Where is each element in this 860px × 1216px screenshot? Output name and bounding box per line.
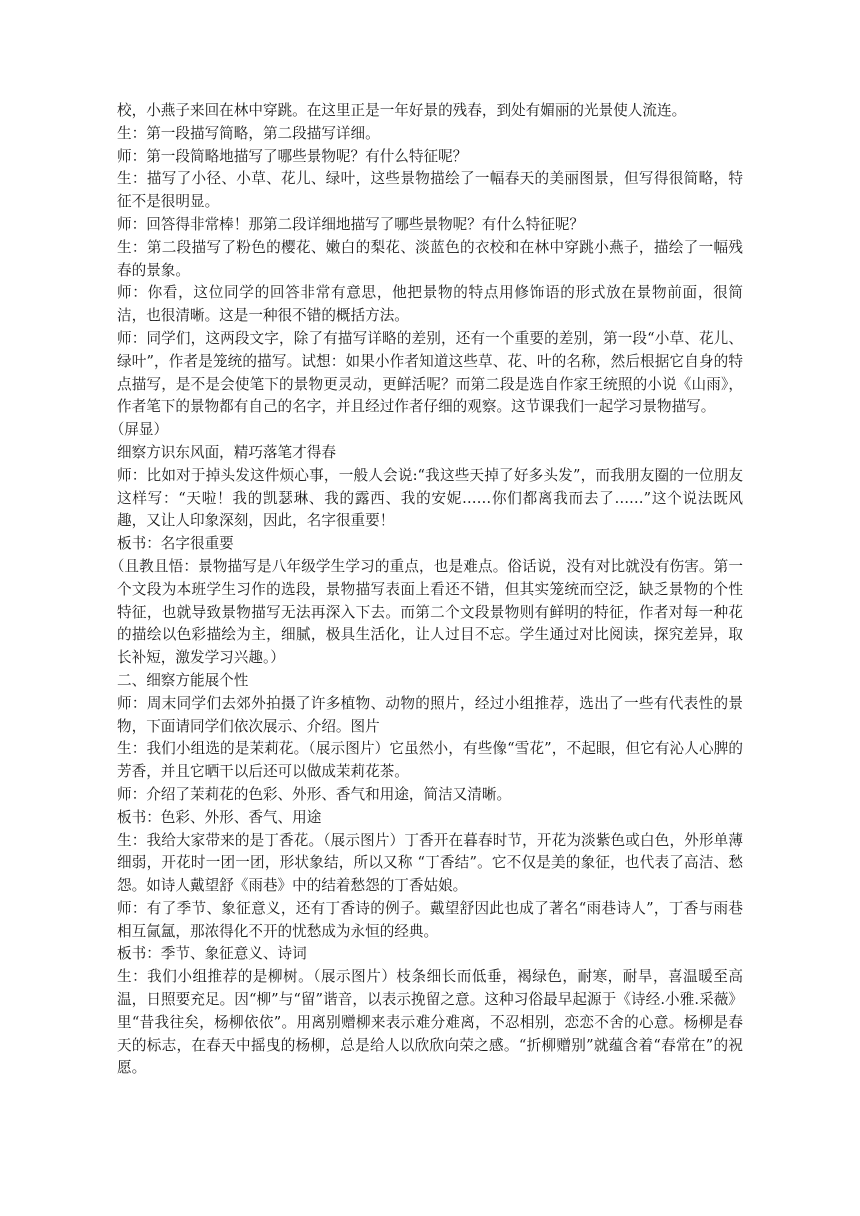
screen-display-note: （屏显） <box>109 421 169 439</box>
paragraph: 生：描写了小径、小草、花儿、绿叶，这些景物描绘了一幅春天的美丽图景，但写得很简略，特征不是很明显。 <box>117 170 743 211</box>
paragraph: 师：同学们，这两段文字，除了有描写详略的差别，还有一个重要的差别，第一段“小草、花儿、绿叶”，作者是笼统的描写。试想：如果小作者知道这些草、花、叶的名称，然后根据它自身的特点描写，是不是会使笔下的景物更灵动，更鲜活呢？而第二段是选自作家王统照的小说《山雨》，作者笔下的景物都有自己的名字，并且经过作者仔细的观察。这节课我们一起学习景物描写。 <box>117 329 743 416</box>
paragraph: 师：周末同学们去郊外拍摄了许多植物、动物的照片，经过小组推荐，选出了一些有代表性的景物，下面请同学们依次展示、介绍。图片 <box>117 694 743 735</box>
paragraph: 生：我给大家带来的是丁香花。（展示图片）丁香开在暮春时节，开花为淡紫色或白色，外形单薄细弱，开花时一团一团，形状象结，所以又称 “丁香结”。它不仅是美的象征，也代表了高洁、愁怨。如诗人戴望舒《雨巷》中的结着愁怨的丁香姑娘。 <box>117 831 743 895</box>
paragraph: 生：我们小组选的是茉莉花。（展示图片）它虽然小，有些像“雪花”，不起眼，但它有沁人心脾的芳香，并且它晒干以后还可以做成茉莉花茶。 <box>117 740 743 781</box>
section-subtitle: 细察方识东风面，精巧落笔才得春 <box>117 443 336 461</box>
paragraph: 生：第一段描写简略，第二段描写详细。 <box>117 124 380 142</box>
paragraph: 师：介绍了茉莉花的色彩、外形、香气和用途，简洁又清晰。 <box>117 785 512 803</box>
paragraph: 师：第一段简略地描写了哪些景物呢？有什么特征呢？ <box>117 147 468 165</box>
board-note: 板书：名字很重要 <box>117 535 234 553</box>
board-note: 板书：色彩、外形、香气、用途 <box>117 808 322 826</box>
paragraph: 生：我们小组推荐的是柳树。（展示图片）枝条细长而低垂，褐绿色，耐寒，耐旱，喜温暖至高温，日照要充足。因“柳”与“留”谐音，以表示挽留之意。这种习俗最早起源于《诗经.小雅.采薇》里“昔我往矣，杨柳依依”。用离别赠柳来表示难分难离，不忍相别，恋恋不舍的心意。杨柳是春天的标志，在春天中摇曳的杨柳，总是给人以欣欣向荣之感。“折柳赠别”就蕴含着“春常在”的祝愿。 <box>117 968 743 1077</box>
paragraph: 师：比如对于掉头发这件烦心事，一般人会说:“我这些天掉了好多头发”，而我朋友圈的一位朋友这样写：“天啦！我的凯瑟琳、我的露西、我的安妮……你们都离我而去了……”这个说法既风趣，又让人印象深刻，因此，名字很重要！ <box>117 466 743 530</box>
paragraph: 生：第二段描写了粉色的樱花、嫩白的梨花、淡蓝色的衣校和在林中穿跳小燕子，描绘了一幅残春的景象。 <box>117 238 743 279</box>
board-note: 板书：季节、象征意义、诗词 <box>117 945 307 963</box>
document-page <box>109 100 743 1080</box>
paragraph: 师：有了季节、象征意义，还有丁香诗的例子。戴望舒因此也成了著名“雨巷诗人”，丁香与雨巷相互氤氲，那浓得化不开的忧愁成为永恒的经典。 <box>117 899 743 940</box>
paragraph: 校，小燕子来回在林中穿跳。在这里正是一年好景的残春，到处有媚丽的光景使人流连。 <box>117 102 687 119</box>
section-heading: 二、细察方能展个性 <box>117 671 249 689</box>
paragraph: 师：你看，这位同学的回答非常有意思，他把景物的特点用修饰语的形式放在景物前面，很简洁，也很清晰。这是一种很不错的概括方法。 <box>117 284 743 325</box>
teaching-reflection: （且教且悟：景物描写是八年级学生学习的重点，也是难点。俗话说，没有对比就没有伤害。第一个文段为本班学生习作的选段，景物描写表面上看还不错，但其实笼统而空泛，缺乏景物的个性特征，也就导致景物描写无法再深入下去。而第二个文段景物则有鲜明的特征，作者对每一种花的描绘以色彩描绘为主，细腻，极具生活化，让人过目不忘。学生通过对比阅读，探究差异，取长补短，激发学习兴趣。） <box>109 557 743 667</box>
paragraph: 师：回答得非常棒！那第二段详细地描写了哪些景物呢？有什么特征呢？ <box>117 215 585 233</box>
